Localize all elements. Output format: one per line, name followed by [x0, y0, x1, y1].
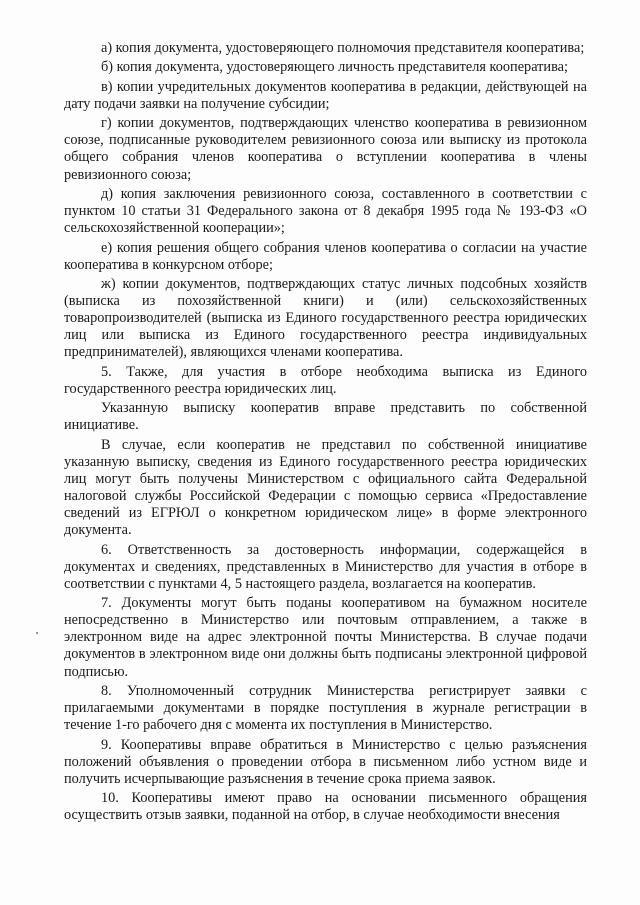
paragraph-4g: г) копии документов, подтверждающих членство кооператива в ревизионном союзе, подписанные руководителем ревизионного союза или выписку из протокола общего собрания членов кооператива о вступлении кооператива в члены ревизионного союза;	[64, 115, 587, 183]
paragraph-4zh: ж) копии документов, подтверждающих статус личных подсобных хозяйств (выписка из похозяйственной книги) и (или) сельскохозяйственных товаропроизводителей (выписка из Единого государственного реестра юридических лиц или выписка из Единого государственного реестра индивидуальных предпринимателей), являющихся членами кооператива.	[64, 276, 587, 361]
paragraph-8: 8. Уполномоченный сотрудник Министерства регистрирует заявки с прилагаемыми документами в порядке поступления в журнале регистрации в течение 1-го рабочего дня с момента их поступления в Министерство.	[64, 682, 587, 734]
paragraph-5-note: Указанную выписку кооператив вправе представить по собственной инициативе.	[64, 400, 587, 434]
paragraph-9: 9. Кооперативы вправе обратиться в Министерство с целью разъяснения положений объявления о проведении отбора в письменном либо устном виде и получить исчерпывающие разъяснения в течение срока приема заявок.	[64, 736, 587, 787]
paragraph-4b: б) копия документа, удостоверяющего личность представителя кооператива;	[101, 59, 568, 76]
paragraph-4d: д) копия заключения ревизионного союза, составленного в соответствии с пунктом 10 статьи 31 Федерального закона от 8 декабря 1995 года № 193-ФЗ «О сельскохозяйственной кооперации»;	[64, 185, 587, 237]
scan-speck	[36, 632, 38, 634]
paragraph-5: 5. Также, для участия в отборе необходима выписка из Единого государственного реестра юридических лиц.	[64, 363, 587, 397]
paragraph-7: 7. Документы могут быть поданы кооперативом на бумажном носителе непосредственно в Министерство или почтовым отправлением, а также в электронном виде на адрес электронной почты Министерства. В случае подачи документов в электронном виде они должны быть подписаны электронной цифровой подписью.	[64, 595, 587, 680]
document-body	[64, 40, 587, 827]
paragraph-10: 10. Кооперативы имеют право на основании письменного обращения осуществить отзыв заявки, поданной на отбор, в случае необходимости внесения	[64, 790, 587, 824]
paragraph-5-case: В случае, если кооператив не представил по собственной инициативе указанную выписку, сведения из Единого государственного реестра юридических лиц могут быть получены Министерством с официального сайта Федеральной налоговой службы Российской Федерации с помощью сервиса «Предоставление сведений из ЕГРЮЛ о конкретном юридическом лице» в форме электронного документа.	[64, 436, 587, 539]
paragraph-4a: а) копия документа, удостоверяющего полномочия представителя кооператива;	[101, 40, 585, 56]
paragraph-4e: е) копия решения общего собрания членов кооператива о согласии на участие кооператива в конкурсном отборе;	[64, 239, 587, 273]
paragraph-6: 6. Ответственность за достоверность информации, содержащейся в документах и сведениях, представленных в Министерство для участия в отборе в соответствии с пунктами 4, 5 настоящего раздела, возлагается на кооператив.	[64, 541, 587, 592]
paragraph-4v: в) копии учредительных документов кооператива в редакции, действующей на дату подачи заявки на получение субсидии;	[64, 78, 587, 112]
